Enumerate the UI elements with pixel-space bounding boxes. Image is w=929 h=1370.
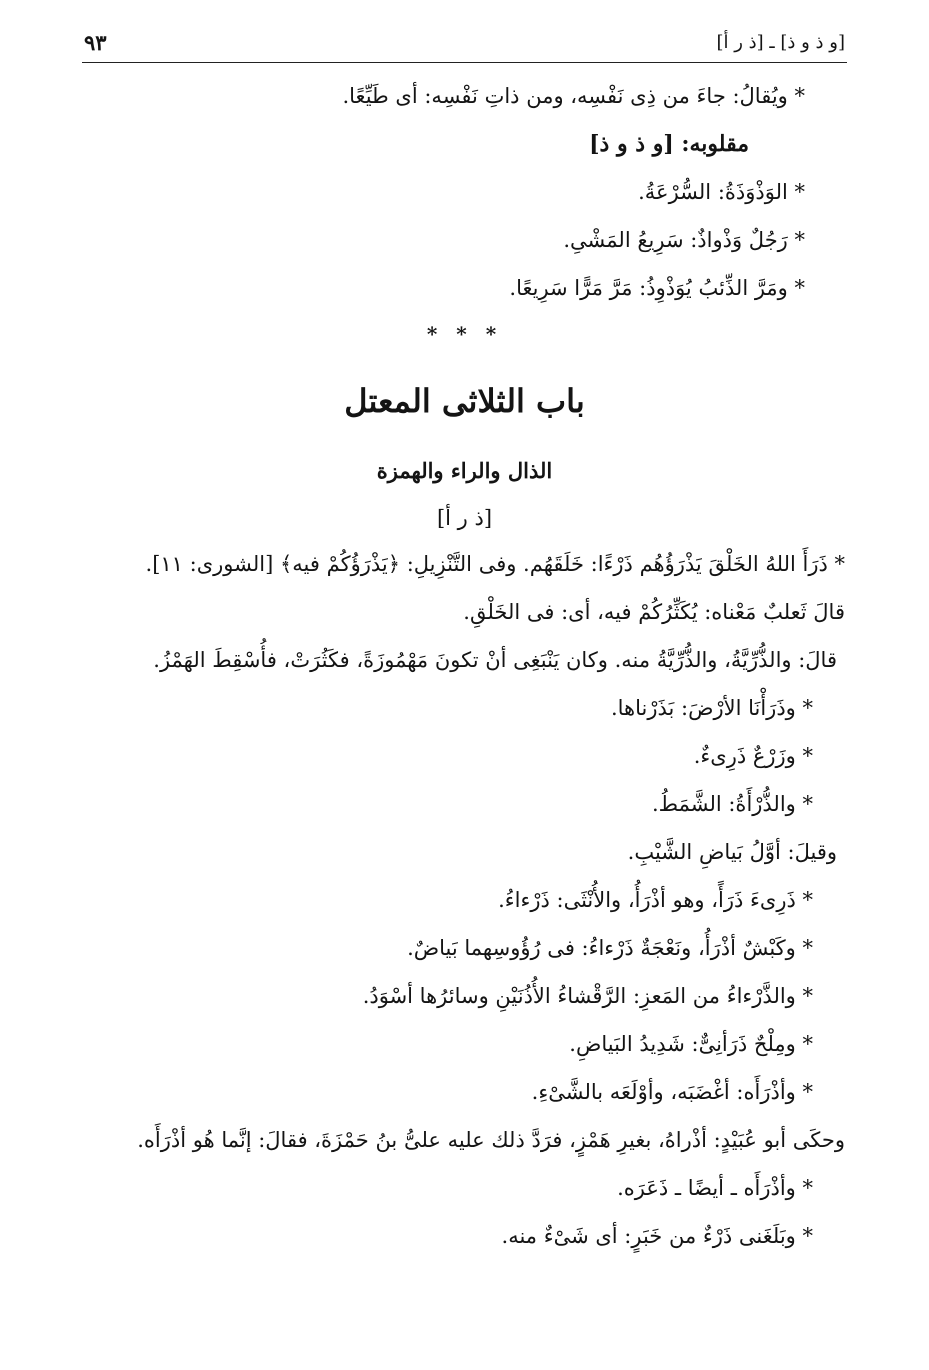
entry-line: * والذَّرْءاءُ من المَعزِ: الرَّقْشاءُ الأُذُنَيْنِ وسائرُها أسْوَدُ. xyxy=(362,984,813,1008)
entry-line: وقيلَ: أوَّلُ بَياضِ الشَّيْبِ. xyxy=(627,840,837,864)
entry-line: * وأذْرَأَه ـ أيضًا ـ ذَعَرَه. xyxy=(617,1176,813,1200)
entry-line: * وذَرَأْنَا الأرْضَ: بَذَرْناها. xyxy=(610,696,813,720)
entry-paragraph: وحكَى أبو عُبَيْدٍ: أذْراهُ، بغيرِ هَمْزٍ، فرَدَّ ذلك عليه علىُّ بنُ حَمْزَةَ، فقالَ: إنَّما هُو أذْرَأَه. xyxy=(137,1128,845,1152)
entry-line: قالَ: والذُّرِّيَّةُ، والذُّرِّيَّةُ منه. وكان يَنْبَغِى أنْ تكونَ مَهْمُوزَةً، فكَثُرَتْ، فأُسْقِطَ الهَمْزُ. xyxy=(153,648,837,672)
running-head: [و ذ و ذ] ـ [ذ ر أ] xyxy=(716,32,845,53)
root-heading: [ذ ر أ] xyxy=(436,506,493,530)
page-number: ٩٣ xyxy=(84,30,107,55)
section-separator: * * * xyxy=(426,322,503,346)
entry-line: * والذُّرْأَةُ: الشَّمَطُ. xyxy=(651,792,813,816)
section-title: الذال والراء والهمزة xyxy=(376,458,553,483)
entry-line: * ذَرَأَ اللهُ الخَلْقَ يَذْرَؤُهُم ذَرْءًا: خَلَقَهُم. وفى التَّنْزِيلِ: ﴿يَذْرَؤُكُمْ فيه﴾ [الشورى: ١١]. xyxy=(145,552,845,576)
page-body xyxy=(84,72,845,1260)
chapter-title: باب الثلاثى المعتل xyxy=(344,382,585,420)
entry-line: * ويُقالُ: جاءَ من ذِى نَفْسِه، ومن ذاتِ نَفْسِه: أى طَيِّعًا. xyxy=(342,84,805,108)
entry-line: * ومِلْحٌ ذَرَأنِىٌّ: شَدِيدُ البَياضِ. xyxy=(569,1032,813,1056)
entry-line: * الوَذْوَذَةُ: السُّرْعَةُ. xyxy=(638,180,805,204)
entry-line: * رَجُلٌ وَذْواذٌ: سَرِيعُ المَشْىِ. xyxy=(563,228,805,252)
entry-line: قالَ ثَعلبٌ مَعْناه: يُكَثِّرُكُمْ فيه، أى: فى الخَلْقِ. xyxy=(463,600,845,624)
page-header xyxy=(82,28,847,63)
entry-line: * وزَرْعٌ ذَرِىءٌ. xyxy=(693,744,813,768)
entry-line: * وبَلَغَنى ذَرْءٌ من خَبَرٍ: أى شَىْءٌ منه. xyxy=(501,1224,813,1248)
entry-line: * وكَبْشٌ أذْرَأُ، ونَعْجَةٌ ذَرْءاءُ: فى رُؤُوسِهما بَياضٌ. xyxy=(407,936,813,960)
entry-line: * ذَرِىءَ ذَرَأً، وهو أذْرَأُ، والأُنْثَى: ذَرْءاءُ. xyxy=(498,888,813,912)
inverted-root-heading: مقلوبه: [و ذ و ذ] xyxy=(589,131,749,157)
entry-line: * ومَرَّ الذِّئبُ يُوَذْوِذُ: مَرَّ مَرًّا سَرِيعًا. xyxy=(509,276,805,300)
entry-line: * وأذْرَأَه: أغْضَبَه، وأوْلَعَه بالشَّىْءِ. xyxy=(531,1080,813,1104)
